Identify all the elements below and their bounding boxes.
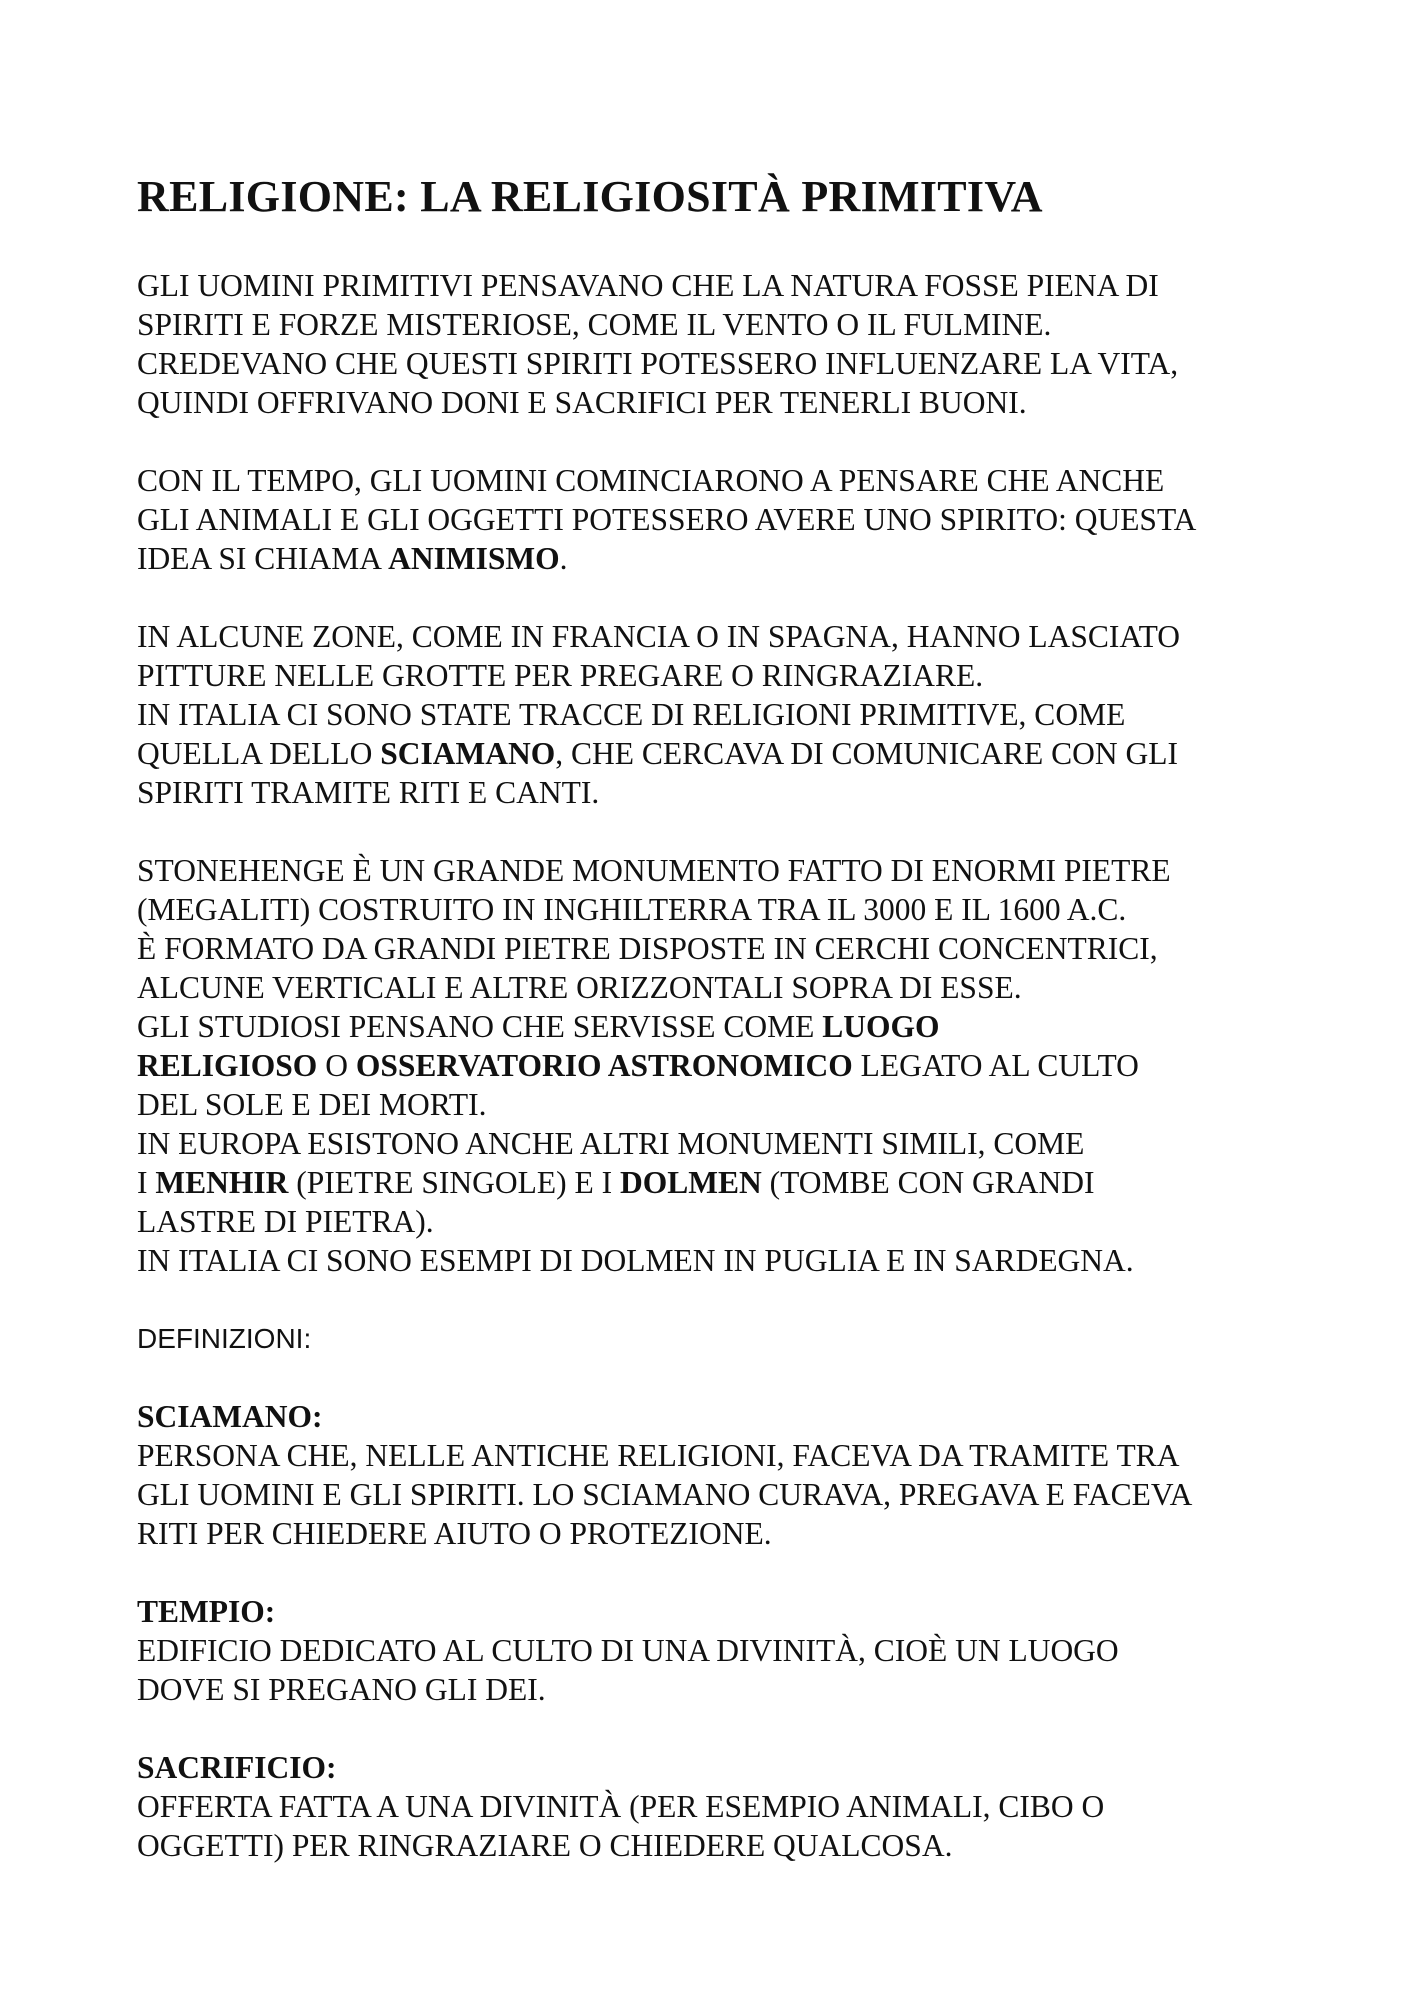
- definition-line: OFFERTA FATTA A UNA DIVINITÀ (PER ESEMPIO ANIMALI, CIBO O: [137, 1789, 1105, 1824]
- paragraph-spirits: [137, 266, 1327, 422]
- text-line: [137, 1163, 1327, 1202]
- text-line: È FORMATO DA GRANDI PIETRE DISPOSTE IN CERCHI CONCENTRICI,: [137, 931, 1158, 966]
- text-line: IN EUROPA ESISTONO ANCHE ALTRI MONUMENTI SIMILI, COME: [137, 1126, 1085, 1161]
- text-line: ALCUNE VERTICALI E ALTRE ORIZZONTALI SOPRA DI ESSE.: [137, 970, 1022, 1005]
- definition-sacrificio: [137, 1748, 1327, 1865]
- bold-term-menhir: MENHIR: [155, 1165, 289, 1200]
- bold-term-dolmen: DOLMEN: [619, 1165, 762, 1200]
- paragraph-stonehenge: [137, 851, 1327, 1280]
- paragraph-animism: [137, 461, 1327, 578]
- text-line: LASTRE DI PIETRA).: [137, 1204, 434, 1239]
- definition-line: EDIFICIO DEDICATO AL CULTO DI UNA DIVINITÀ, CIOÈ UN LUOGO: [137, 1633, 1119, 1668]
- text-line: DEL SOLE E DEI MORTI.: [137, 1087, 487, 1122]
- text-run: GLI STUDIOSI PENSANO CHE SERVISSE COME: [137, 1009, 823, 1044]
- definition-term: TEMPIO:: [137, 1594, 276, 1629]
- text-line: STONEHENGE È UN GRANDE MONUMENTO FATTO DI ENORMI PIETRE: [137, 853, 1171, 888]
- text-line: PITTURE NELLE GROTTE PER PREGARE O RINGRAZIARE.: [137, 658, 984, 693]
- text-run: (PIETRE SINGOLE) E I: [288, 1165, 620, 1200]
- document-body: [137, 170, 1327, 1904]
- bold-term-religioso: RELIGIOSO: [137, 1048, 318, 1083]
- text-run: QUELLA DELLO: [137, 736, 381, 771]
- text-line: IN ALCUNE ZONE, COME IN FRANCIA O IN SPAGNA, HANNO LASCIATO: [137, 619, 1181, 654]
- text-line: QUINDI OFFRIVANO DONI E SACRIFICI PER TENERLI BUONI.: [137, 385, 1027, 420]
- definition-term: SACRIFICIO:: [137, 1750, 337, 1785]
- text-line: [137, 734, 1327, 773]
- bold-term-osservatorio: OSSERVATORIO ASTRONOMICO: [355, 1048, 853, 1083]
- definition-term: SCIAMANO:: [137, 1399, 323, 1434]
- definition-line: OGGETTI) PER RINGRAZIARE O CHIEDERE QUALCOSA.: [137, 1828, 953, 1863]
- text-line: GLI UOMINI PRIMITIVI PENSAVANO CHE LA NATURA FOSSE PIENA DI: [137, 268, 1159, 303]
- text-line: CON IL TEMPO, GLI UOMINI COMINCIARONO A PENSARE CHE ANCHE: [137, 463, 1165, 498]
- text-run: I: [137, 1165, 156, 1200]
- text-line: (MEGALITI) COSTRUITO IN INGHILTERRA TRA IL 3000 E IL 1600 A.C.: [137, 892, 1127, 927]
- bold-term-luogo: LUOGO: [822, 1009, 940, 1044]
- text-run: IDEA SI CHIAMA: [137, 541, 389, 576]
- text-line: GLI ANIMALI E GLI OGGETTI POTESSERO AVERE UNO SPIRITO: QUESTA: [137, 502, 1197, 537]
- definition-line: RITI PER CHIEDERE AIUTO O PROTEZIONE.: [137, 1516, 772, 1551]
- text-line: [137, 1007, 1327, 1046]
- definition-tempio: [137, 1592, 1327, 1709]
- text-run: .: [559, 541, 568, 576]
- definition-sciamano: [137, 1397, 1327, 1553]
- text-run: LEGATO AL CULTO: [852, 1048, 1139, 1083]
- text-line: IN ITALIA CI SONO STATE TRACCE DI RELIGIONI PRIMITIVE, COME: [137, 697, 1126, 732]
- text-line: SPIRITI E FORZE MISTERIOSE, COME IL VENTO O IL FULMINE.: [137, 307, 1052, 342]
- text-line: SPIRITI TRAMITE RITI E CANTI.: [137, 775, 600, 810]
- page-title: RELIGIONE: LA RELIGIOSITÀ PRIMITIVA: [137, 172, 1043, 221]
- definitions-heading: DEFINIZIONI:: [137, 1323, 312, 1354]
- text-line: CREDEVANO CHE QUESTI SPIRITI POTESSERO INFLUENZARE LA VITA,: [137, 346, 1179, 381]
- text-run: (TOMBE CON GRANDI: [761, 1165, 1095, 1200]
- text-run: , CHE CERCAVA DI COMUNICARE CON GLI: [555, 736, 1178, 771]
- text-line: [137, 539, 1327, 578]
- text-line: IN ITALIA CI SONO ESEMPI DI DOLMEN IN PUGLIA E IN SARDEGNA.: [137, 1243, 1134, 1278]
- definition-line: GLI UOMINI E GLI SPIRITI. LO SCIAMANO CURAVA, PREGAVA E FACEVA: [137, 1477, 1193, 1512]
- paragraph-caves: [137, 617, 1327, 812]
- definition-line: DOVE SI PREGANO GLI DEI.: [137, 1672, 546, 1707]
- text-run: O: [317, 1048, 356, 1083]
- bold-term-animismo: ANIMISMO: [388, 541, 560, 576]
- bold-term-sciamano: SCIAMANO: [380, 736, 556, 771]
- text-line: [137, 1046, 1327, 1085]
- definition-line: PERSONA CHE, NELLE ANTICHE RELIGIONI, FACEVA DA TRAMITE TRA: [137, 1438, 1180, 1473]
